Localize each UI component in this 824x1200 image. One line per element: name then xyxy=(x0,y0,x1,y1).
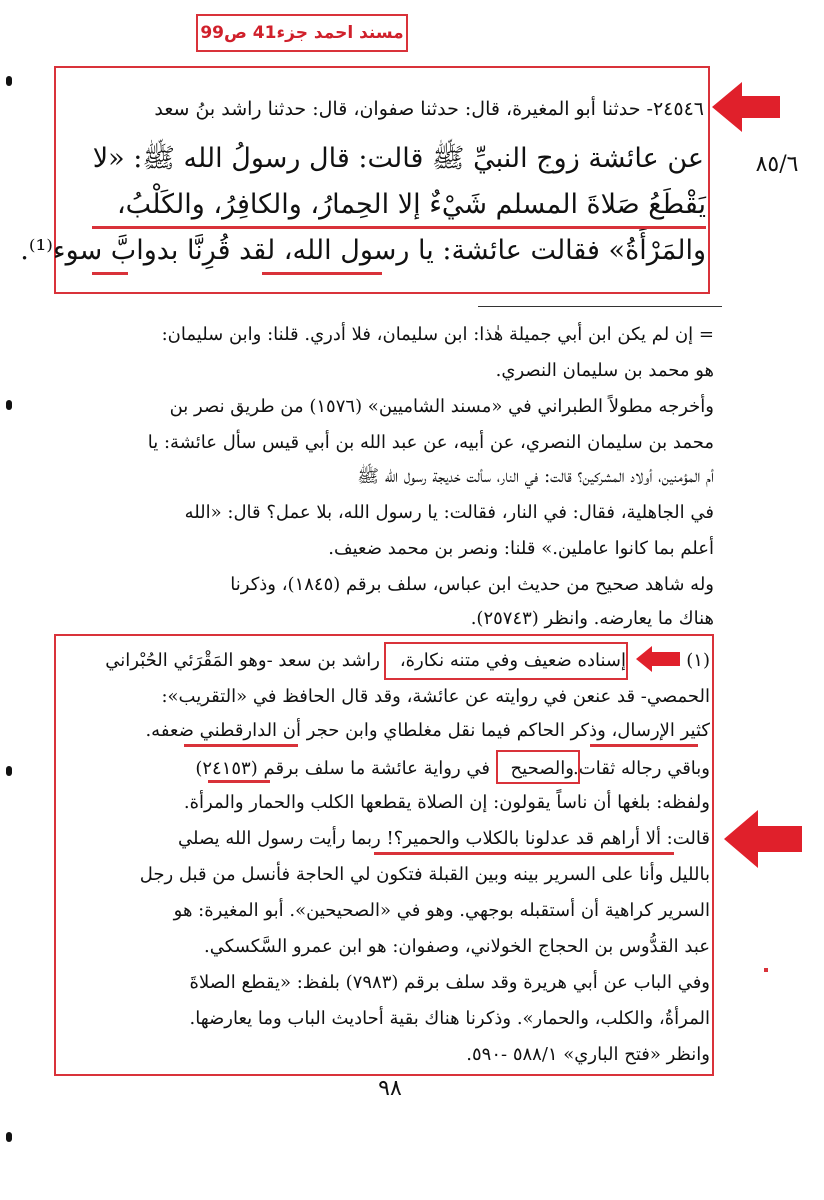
hadith-text-line: والمَرْأَةُ» فقالت عائشة: يا رسول الله، لقد قُرِنَّا بدوابَّ سوء⁽¹⁾. xyxy=(20,235,706,266)
highlight-underline xyxy=(262,272,382,275)
footnote-text: المرأةُ، والكلب، والحمار». وذكرنا هناك بقية أحاديث الباب وما يعارضها. xyxy=(189,1008,710,1029)
highlight-underline xyxy=(208,780,270,783)
body-line: وأخرجه مطولاً الطبراني في «مسند الشاميين» (١٥٧٦) من طريق نصر بن xyxy=(169,396,714,417)
margin-volume-reference: ٨٥/٦ xyxy=(755,152,799,177)
source-caption: مسند احمد جزء41 ص99 xyxy=(196,14,408,52)
footnote-text: في رواية عائشة ما سلف برقم (٢٤١٥٣) xyxy=(195,758,490,779)
body-line: في الجاهلية، فقال: في النار، فقالت: يا رسول الله، بلا عمل؟ قال: «الله xyxy=(184,502,714,523)
hadith-text-line: عن عائشة زوج النبيِّ ﷺ قالت: قال رسولُ الله ﷺ: «لا xyxy=(92,143,704,174)
footnote-text: بالليل وأنا على السرير بينه وبين القبلة فتكون لي الحاجة فأنسل من قبل رجل xyxy=(139,864,710,885)
footnote-text: ولفظه: بلغها أن ناساً يقولون: إن الصلاة يقطعها الكلب والحمار والمرأة. xyxy=(183,792,710,813)
margin-mark xyxy=(6,1132,12,1142)
boxed-phrase-weak-isnad: إسناده ضعيف وفي متنه نكارة، xyxy=(399,650,626,671)
footnote-marker: (١) xyxy=(686,650,710,671)
body-line: وله شاهد صحيح من حديث ابن عباس، سلف برقم (١٨٤٥)، وذكرنا xyxy=(230,574,714,595)
highlight-underline xyxy=(92,226,706,229)
highlight-underline xyxy=(184,744,298,747)
body-line: هناك ما يعارضه. وانظر (٢٥٧٤٣). xyxy=(470,608,714,629)
body-line: أم المؤمنين، أولاد المشركين؟ قالت: في النار، سألت خديجة رسول الله ﷺ xyxy=(357,466,714,487)
arrow-left-icon xyxy=(712,82,784,132)
footnote-text: قالت: ألا أراهم قد عدلونا بالكلاب والحمير؟! ربما رأيت رسول الله يصلي xyxy=(178,828,710,849)
footnote-text: السرير كراهية أن أستقبله بوجهي. وهو في «الصحيحين». أبو المغيرة: هو xyxy=(173,900,710,921)
margin-mark xyxy=(6,400,12,410)
footnote-text: راشد بن سعد -وهو المَقْرَئي الحُبْراني xyxy=(105,650,380,671)
footnote-separator xyxy=(478,306,722,307)
footnote-text: وانظر «فتح الباري» ٥٨٨/١ -٥٩٠. xyxy=(466,1044,710,1065)
margin-mark xyxy=(764,968,768,972)
highlight-underline xyxy=(590,744,698,747)
hadith-isnad-line: ٢٤٥٤٦- حدثنا أبو المغيرة، قال: حدثنا صفوان، قال: حدثنا راشد بنُ سعد xyxy=(154,98,704,120)
page-number: ٩٨ xyxy=(378,1076,402,1101)
footnote-text: الحمصي- قد عنعن في روايته عن عائشة، وقد قال الحافظ في «التقريب»: xyxy=(161,686,710,707)
body-line: محمد بن سليمان النصري، عن أبيه، عن عبد الله بن أبي قيس سأل عائشة: يا xyxy=(147,432,714,453)
margin-mark xyxy=(6,76,12,86)
footnote-text: وفي الباب عن أبي هريرة وقد سلف برقم (٧٩٨٣) بلفظ: «يقطع الصلاةَ xyxy=(189,972,710,993)
highlight-underline xyxy=(92,272,128,275)
arrow-left-icon xyxy=(724,810,804,868)
highlight-underline xyxy=(374,852,674,855)
footnote-text: كثير الإرسال، وذكر الحاكم فيما نقل مغلطاي وابن حجر أن الدارقطني ضعفه. xyxy=(145,720,710,741)
margin-mark xyxy=(6,766,12,776)
arrow-left-icon xyxy=(636,646,682,672)
body-line: أعلم بما كانوا عاملين.» قلنا: ونصر بن محمد ضعيف. xyxy=(328,538,714,559)
boxed-phrase-sahih: والصحيح xyxy=(510,758,574,779)
body-line: = إن لم يكن ابن أبي جميلة هٰذا: ابن سليمان، فلا أدري. قلنا: وابن سليمان: xyxy=(161,324,714,345)
footnote-text: وباقي رجاله ثقات. xyxy=(573,758,710,779)
footnote-text: عبد القدُّوس بن الحجاج الخولاني، وصفوان: هو ابن عمرو السَّكسكي. xyxy=(204,936,710,957)
body-line: هو محمد بن سليمان النصري. xyxy=(495,360,714,381)
hadith-text-line: يَقْطَعُ صَلاةَ المسلم شَيْءٌ إلا الحِمارُ، والكافِرُ، والكَلْبُ، xyxy=(116,189,706,220)
